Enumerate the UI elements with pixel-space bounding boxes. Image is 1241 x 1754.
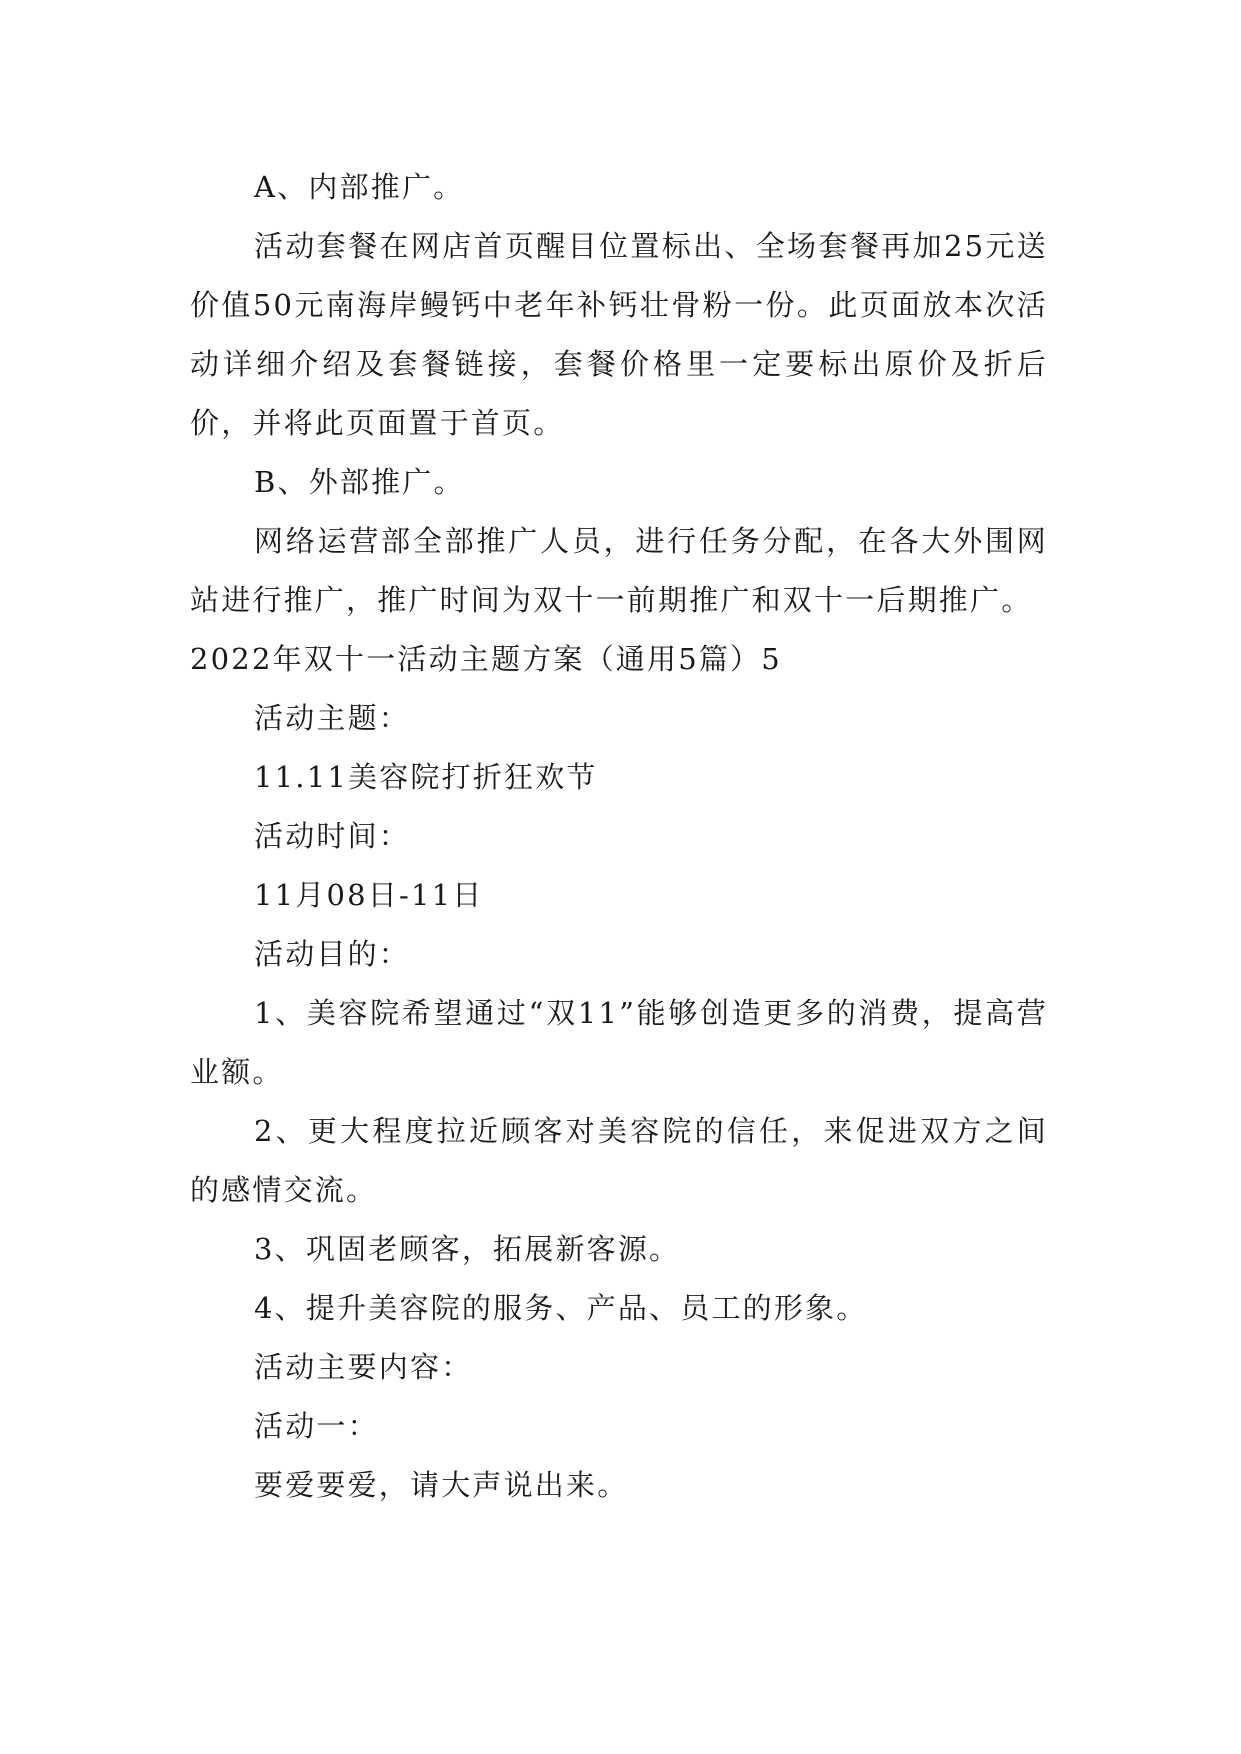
paragraph-theme-label: 活动主题： xyxy=(254,701,411,735)
section-title: 2022年双十一活动主题方案（通用5篇）5 xyxy=(190,642,782,676)
paragraph-purpose-item-4: 4、提升美容院的服务、产品、员工的形象。 xyxy=(254,1291,868,1325)
paragraph-activity-one-label: 活动一： xyxy=(254,1409,379,1443)
paragraph-main-content-label: 活动主要内容： xyxy=(254,1350,473,1384)
paragraph-internal-promotion-heading: A、内部推广。 xyxy=(254,170,465,204)
paragraph-time-label: 活动时间： xyxy=(254,819,411,853)
document-body xyxy=(190,158,1048,1515)
paragraph-time-value: 11月08日-11日 xyxy=(254,878,484,912)
paragraph-purpose-item-2: 2、更大程度拉近顾客对美容院的信任，来促进双方之间的感情交流。 xyxy=(190,1114,1048,1207)
paragraph-activity-one-title: 要爱要爱，请大声说出来。 xyxy=(254,1468,629,1502)
paragraph-external-promotion-heading: B、外部推广。 xyxy=(254,465,465,499)
paragraph-internal-promotion-body: 活动套餐在网店首页醒目位置标出、全场套餐再加25元送价值50元南海岸鳗钙中老年补钙壮骨粉一份。此页面放本次活动详细介绍及套餐链接，套餐价格里一定要标出原价及折后价，并将此页面置于首页。 xyxy=(190,229,1048,440)
paragraph-purpose-item-3: 3、巩固老顾客，拓展新客源。 xyxy=(254,1232,681,1266)
paragraph-purpose-item-1: 1、美容院希望通过“双11”能够创造更多的消费，提高营业额。 xyxy=(190,996,1048,1089)
paragraph-theme-value: 11.11美容院打折狂欢节 xyxy=(254,760,598,794)
paragraph-external-promotion-body: 网络运营部全部推广人员，进行任务分配，在各大外围网站进行推广，推广时间为双十一前期推广和双十一后期推广。 xyxy=(190,524,1048,617)
paragraph-purpose-label: 活动目的： xyxy=(254,937,411,971)
